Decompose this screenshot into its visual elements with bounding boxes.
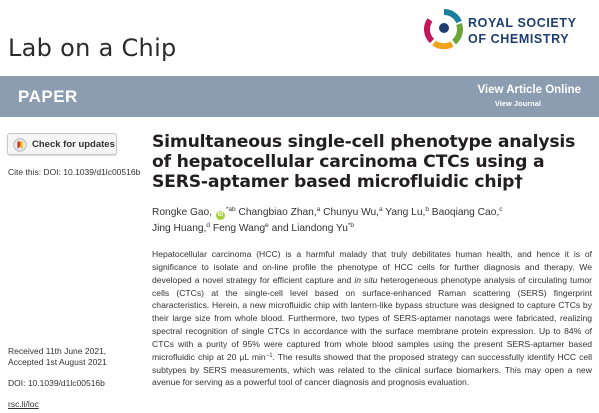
author-affiliation: e [265,222,269,229]
article-type-band [0,76,599,117]
author-affiliation: a [316,206,321,213]
author-name: Yang Lu, [385,207,426,218]
author-name: Jing Huang, [152,223,207,234]
abstract-superscript: −1 [265,352,273,359]
view-journal-link[interactable]: View Journal [494,99,541,108]
received-accepted-dates [8,346,107,367]
author-name: Changbiao Zhan, [238,207,317,218]
article-title: Simultaneous single-cell phenotype analysis of hepatocellular carcinoma CTCs using a SERS-aptamer based microfluidic chip† [152,132,576,192]
received-date: Received 11th June 2021, [8,346,107,356]
journal-title: Lab on a Chip [8,34,177,62]
check-for-updates-button[interactable] [7,133,117,155]
author-affiliation: *ab [225,206,236,213]
author-list [152,205,592,237]
author-affiliation: *b [347,222,355,229]
author-name: and Liandong Yu [271,223,348,234]
author-affiliation: a [379,206,383,213]
orcid-icon[interactable]: iD [217,212,224,218]
abstract-italic: in situ [354,274,378,285]
abstract [152,248,592,389]
author-name: Baoqiang Cao, [431,207,500,218]
publisher-name-line1: ROYAL SOCIETY [468,16,577,30]
author-affiliation: d [206,222,210,229]
abstract-text: heterogeneous phenotype analysis of circulating tumor cells (CTCs) at the single-cell level based on surface-enhanced Raman scattering (SERS) fingerprint characteristics. Herein, a new microfluidic chip with lantern-like bypass structure was designed to capture CTCs by their large size from whole blood. Furthermore, two types of SERS-aptamer nanotags were fabricated, realizing spectral recognition of single CTCs in accordance with the surface membrane protein expression. Up to 84% of CTCs with a purity of 95% were captured from whole blood samples using the present SERS-aptamer based microfluidic chip at 20 μL min [152,274,592,362]
publisher-name-line2: OF CHEMISTRY [468,32,570,46]
rsc-logo-icon [424,8,464,52]
cite-this-doi: Cite this: DOI: 10.1039/d1lc00516b [8,167,141,177]
author-name: Rongke Gao, [152,207,213,218]
abstract-text: . The results showed that the proposed strategy can successfully identify HCC cell subtypes by SERS measurements, which was related to the clinical surface biomarkers. This may open a new avenue for serving as a powerful tool of cancer diagnosis and prognosis evaluation. [152,351,592,388]
check-updates-icon [13,138,27,152]
accepted-date: Accepted 1st August 2021 [8,356,107,367]
article-type-label: PAPER [18,87,78,106]
author-name: Feng Wang [212,223,266,234]
author-affiliation: b [425,206,429,213]
view-article-online-link[interactable]: View Article Online [477,84,581,96]
publisher-logo [424,8,594,52]
check-updates-label: Check for updates [32,139,115,150]
journal-short-link[interactable]: rsc.li/loc [8,399,39,409]
doi: DOI: 10.1039/d1lc00516b [8,378,105,388]
author-affiliation: c [499,206,503,213]
author-name: Chunyu Wu, [323,207,379,218]
abstract-text: Hepatocellular carcinoma (HCC) is a harmful malady that truly debilitates human health, and hence it is of significance to isolate and on-line profile the phenotype of HCC cells for further diagnosis and therapy. We developed a novel strategy for efficient capture and [152,249,592,285]
